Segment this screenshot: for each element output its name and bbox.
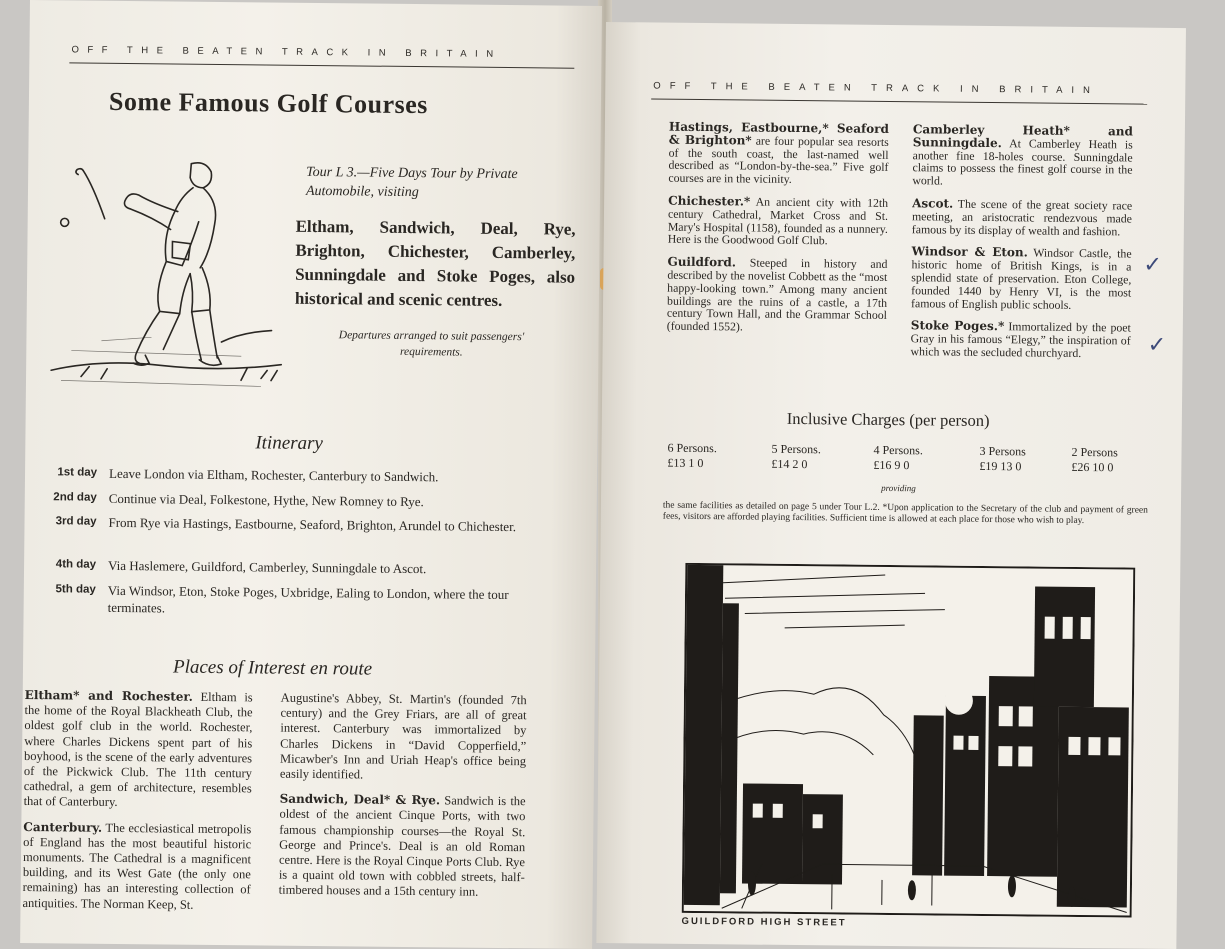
right-page <box>596 22 1186 949</box>
golfer-illustration <box>41 140 289 398</box>
place-text: The ecclesiastical metropolis of England has the most beautiful historic monuments. The Cathedral is a magnificent building, and its West Gate (the only one remaining) has an interesting collection of antiquities. The Norman Keep, St. <box>22 820 252 912</box>
place-name: Camberley Heath* and Sunningdale. <box>912 122 1133 150</box>
place-name: Hastings, Eastbourne,* Seaford & Brighton* <box>668 119 889 148</box>
tour-places: Eltham, Sandwich, Deal, Rye, Brighton, Chichester, Camberley, Sunningdale and Stoke Poges, also historical and scenic centres. <box>294 216 576 310</box>
sketch-caption: GUILDFORD HIGH STREET <box>681 915 847 929</box>
place-text: An ancient city with 12th century Cathedral, Market Cross and St. Mary's Hospital (1158), founded as a nunnery. Here is the Goodwood Golf Club. <box>667 194 889 248</box>
charge-column <box>979 444 1026 474</box>
itinerary-text: Leave London via Eltham, Rochester, Canterbury to Sandwich. <box>108 465 439 485</box>
right-column-2 <box>910 123 1133 370</box>
place-name: Guildford. <box>667 254 737 270</box>
place-entry <box>667 256 888 335</box>
places-column-1 <box>22 688 252 923</box>
place-entry <box>911 246 1132 312</box>
charge-column <box>771 442 821 473</box>
place-entry <box>912 123 1133 189</box>
place-name: Stoke Poges.* <box>910 318 1005 334</box>
place-entry <box>279 792 526 901</box>
itinerary-row <box>34 556 544 578</box>
charge-price: £13 1 0 <box>667 455 704 471</box>
place-entry <box>668 121 889 187</box>
place-name: Canterbury. <box>23 819 103 835</box>
pen-tick-mark: ✓ <box>1147 332 1167 358</box>
itinerary-day: 3rd day <box>55 515 97 528</box>
departures-note: Departures arranged to suit passengers' requirements. <box>338 329 525 359</box>
place-entry <box>280 691 527 785</box>
charge-persons: 6 Persons. <box>667 440 717 456</box>
itinerary-text: Via Windsor, Eton, Stoke Poges, Uxbridge, Ealing to London, where the tour terminates. <box>107 582 509 616</box>
place-text: Sandwich is the oldest of the ancient Cinque Ports, with two famous championship courses—the Royal St. George and Prince's. Deal is an old Roman centre. Here is the Royal Cinque Ports Club. Rye is a quaint old town with cobbled streets, half-timbered houses and a 15th century inn. <box>278 793 526 900</box>
place-text: are four popular sea resorts of the south coast, the last-named well described as “London-by-the-sea.” Five golf courses are in the vicinity. <box>668 133 889 187</box>
place-name: Chichester.* <box>668 193 751 209</box>
left-page <box>20 0 602 949</box>
charge-column <box>1071 445 1118 475</box>
itinerary-text: Continue via Deal, Folkestone, Hythe, New Romney to Rye. <box>108 490 424 510</box>
charge-persons: 2 Persons <box>1071 444 1118 460</box>
itinerary-text: Via Haslemere, Guildford, Camberley, Sunningdale to Ascot. <box>108 557 427 577</box>
places-column-2 <box>279 691 527 911</box>
itinerary-row <box>35 464 545 486</box>
place-text: The scene of the great society race meeting, an aristocratic rendezvous made famous by its display of wealth and fashion. <box>911 196 1133 238</box>
places-heading: Places of Interest en route <box>172 656 373 680</box>
head-rule-left <box>69 62 574 68</box>
place-name: Eltham* and Rochester. <box>24 687 193 704</box>
place-entry <box>910 320 1130 361</box>
itinerary-day: 2nd day <box>53 491 97 504</box>
place-name: Ascot. <box>912 196 954 211</box>
charge-price: £19 13 0 <box>979 458 1022 474</box>
tour-intro: Tour L 3.—Five Days Tour by Private Automobile, visiting <box>305 164 518 201</box>
itinerary-heading: Itinerary <box>255 432 324 455</box>
facilities-note: the same facilities as detailed on page 5 under Tour L.2. *Upon application to the Secretary of the club and payment of green fees, visitors are afforded playing facilities. Sufficient time is allowed at each place for those who wish to play. <box>662 500 1148 527</box>
place-name: Windsor & Eton. <box>911 244 1028 260</box>
charge-column <box>667 441 717 472</box>
page-title: Some Famous Golf Courses <box>108 86 429 120</box>
itinerary-row <box>34 581 544 620</box>
place-text: Windsor Castle, the historic home of British Kings, is in a splendid state of preservation. Eton College, founded 1440 by Henry VI, is the most famous of English public schools. <box>911 245 1132 312</box>
place-entry <box>912 197 1132 238</box>
itinerary-day: 5th day <box>55 583 96 596</box>
itinerary-day: 4th day <box>55 558 97 571</box>
place-text: Steeped in history and described by the novelist Cobbett as the “most happy-looking town.” Among many ancient buildings are the ruins of a castle, a 17th century Town Hall, and the Grammar School (founded 1552). <box>666 255 888 334</box>
place-entry <box>24 688 253 812</box>
place-text: At Camberley Heath is another fine 18-holes course. Sunningdale claims to possess the finest golf course in the world. <box>912 135 1133 188</box>
place-text: Immortalized by the poet Gray in his famous “Elegy,” the inspiration of which was the secluded churchyard. <box>910 319 1131 360</box>
itinerary-row <box>34 513 544 535</box>
charge-persons: 4 Persons. <box>873 442 923 458</box>
head-rule-right <box>651 98 1147 104</box>
charge-price: £16 9 0 <box>873 457 910 473</box>
place-text: Augustine's Abbey, St. Martin's (founded 7th century) and the Grey Friars, are all of great interest. Canterbury was immortalized by Charles Dickens in “David Copperfield,” Micawber's Inn and Uriah Heap's office being easily identified. <box>279 690 527 782</box>
charge-price: £26 10 0 <box>1071 459 1114 475</box>
running-head-left: OFF THE BEATEN TRACK IN BRITAIN <box>71 44 502 60</box>
running-head-right: OFF THE BEATEN TRACK IN BRITAIN <box>653 80 1099 97</box>
place-entry <box>668 195 889 248</box>
place-entry <box>22 820 251 914</box>
charge-persons: 3 Persons <box>979 443 1026 459</box>
guildford-high-street-sketch <box>682 563 1136 918</box>
charge-price: £14 2 0 <box>771 456 808 472</box>
providing-label: providing <box>881 482 916 494</box>
place-text: Eltham is the home of the Royal Blackheath Club, the oldest golf club in the world. Rochester, where Charles Dickens spent part of his boyhood, is the scene of the early adventures of the Pickwick Club. The 11th century cathedral, a gem of architecture, resembles that of Canterbury. <box>23 689 253 810</box>
charge-persons: 5 Persons. <box>771 441 821 457</box>
itinerary-text: From Rye via Hastings, Eastbourne, Seaford, Brighton, Arundel to Chichester. <box>108 514 517 535</box>
charge-column <box>873 443 923 474</box>
right-column-1 <box>667 121 889 345</box>
itinerary-row <box>35 489 545 511</box>
place-name: Sandwich, Deal* & Rye. <box>279 791 441 808</box>
charges-title: Inclusive Charges (per person) <box>786 408 990 431</box>
pen-tick-mark: ✓ <box>1143 252 1163 278</box>
itinerary-day: 1st day <box>57 466 98 479</box>
